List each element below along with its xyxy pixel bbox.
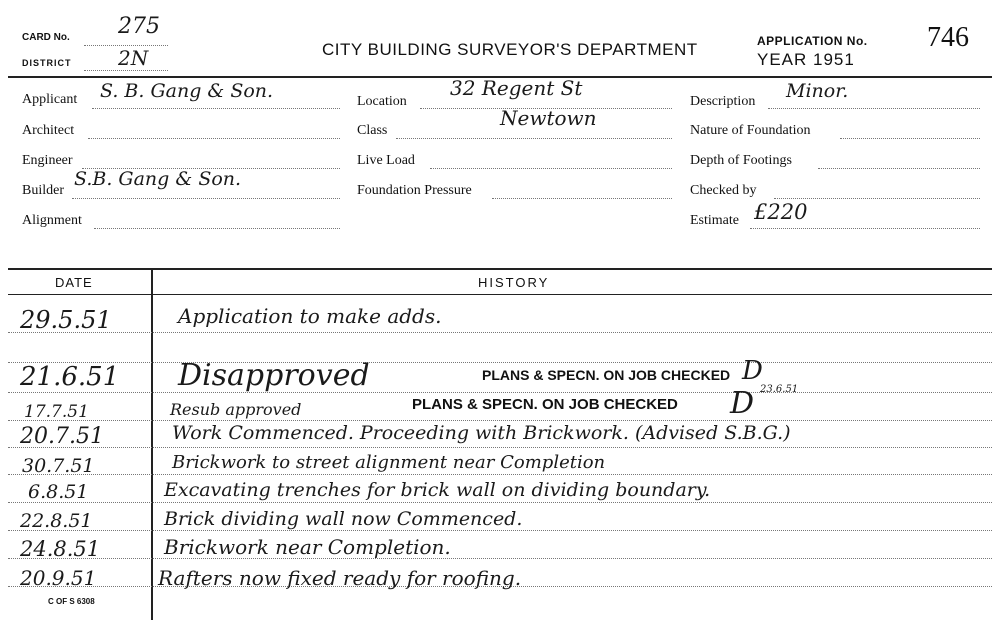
checked-by-line <box>774 198 980 199</box>
row-history: Disapproved <box>178 358 370 393</box>
stamp-date: 23.6.51 <box>760 384 799 395</box>
application-label: APPLICATION No. <box>757 34 868 48</box>
description-line <box>768 108 980 109</box>
date-header: DATE <box>55 275 93 290</box>
applicant-line <box>92 108 340 109</box>
class-line <box>396 138 672 139</box>
live-load-line <box>430 168 672 169</box>
row-line <box>8 558 992 559</box>
stamp-initials: D <box>730 386 755 421</box>
row-line <box>8 420 992 421</box>
application-number: 746 <box>927 22 969 53</box>
year-label: YEAR 1951 <box>757 50 855 69</box>
row-date: 22.8.51 <box>20 510 93 532</box>
plans-checked-stamp: PLANS & SPECN. ON JOB CHECKED <box>482 367 731 383</box>
row-date: 21.6.51 <box>20 362 120 392</box>
row-line <box>8 332 992 333</box>
history-header: HISTORY <box>478 275 550 290</box>
row-line <box>8 392 992 393</box>
row-date: 20.9.51 <box>20 566 97 590</box>
builder-label: Builder <box>22 183 64 198</box>
row-date: 6.8.51 <box>28 481 89 503</box>
description-value: Minor. <box>786 80 849 102</box>
row-history: Work Commenced. Proceeding with Brickwork. (Advised S.B.G.) <box>172 422 791 444</box>
architect-line <box>88 138 340 139</box>
row-date: 30.7.51 <box>22 455 95 477</box>
card-no-value: 275 <box>118 14 160 39</box>
live-load-label: Live Load <box>357 153 415 168</box>
district-line <box>84 70 168 71</box>
foundation-pressure-label: Foundation Pressure <box>357 183 472 198</box>
nature-of-foundation-line <box>840 138 980 139</box>
row-history: Excavating trenches for brick wall on dividing boundary. <box>164 479 711 501</box>
department-title: CITY BUILDING SURVEYOR'S DEPARTMENT <box>322 40 698 59</box>
row-history: Rafters now fixed ready for roofing. <box>158 566 522 590</box>
row-line <box>8 447 992 448</box>
applicant-label: Applicant <box>22 92 78 107</box>
estimate-label: Estimate <box>690 213 739 228</box>
row-line <box>8 530 992 531</box>
plans-checked-stamp: PLANS & SPECN. ON JOB CHECKED <box>412 396 678 413</box>
row-history: Brickwork near Completion. <box>164 535 451 559</box>
card-no-label: CARD No. <box>22 32 70 43</box>
row-history: Resub approved <box>170 400 302 419</box>
district-value: 2N <box>118 46 149 70</box>
engineer-label: Engineer <box>22 153 73 168</box>
builder-line <box>72 198 340 199</box>
district-label: DISTRICT <box>22 58 72 68</box>
location-value: 32 Regent St <box>450 76 583 100</box>
alignment-label: Alignment <box>22 213 82 228</box>
nature-of-foundation-label: Nature of Foundation <box>690 123 811 138</box>
row-date: 17.7.51 <box>24 402 89 422</box>
class-label: Class <box>357 123 388 138</box>
row-line <box>8 362 992 363</box>
foundation-pressure-line <box>492 198 672 199</box>
architect-label: Architect <box>22 123 75 138</box>
depth-of-footings-label: Depth of Footings <box>690 153 792 168</box>
row-date: 29.5.51 <box>20 306 112 334</box>
alignment-line <box>94 228 340 229</box>
row-date: 20.7.51 <box>20 424 104 449</box>
form-number: C OF S 6308 <box>48 597 95 606</box>
builder-value: S.B. Gang & Son. <box>74 168 242 190</box>
row-line <box>8 502 992 503</box>
estimate-value: £220 <box>754 200 808 224</box>
estimate-line <box>750 228 980 229</box>
location-label: Location <box>357 94 407 109</box>
checked-by-label: Checked by <box>690 183 757 198</box>
row-history: Brick dividing wall now Commenced. <box>164 508 523 530</box>
row-history: Brickwork to street alignment near Completion <box>172 452 606 473</box>
table-top-rule <box>8 268 992 270</box>
depth-of-footings-line <box>818 168 980 169</box>
class-value: Newtown <box>500 106 597 130</box>
row-history: Application to make adds. <box>178 304 442 328</box>
description-label: Description <box>690 94 756 109</box>
applicant-value: S. B. Gang & Son. <box>100 80 274 102</box>
stamp-initials: D <box>742 356 763 386</box>
row-date: 24.8.51 <box>20 537 101 561</box>
date-column-divider <box>151 270 153 620</box>
row-line <box>8 474 992 475</box>
table-header-rule <box>8 294 992 295</box>
